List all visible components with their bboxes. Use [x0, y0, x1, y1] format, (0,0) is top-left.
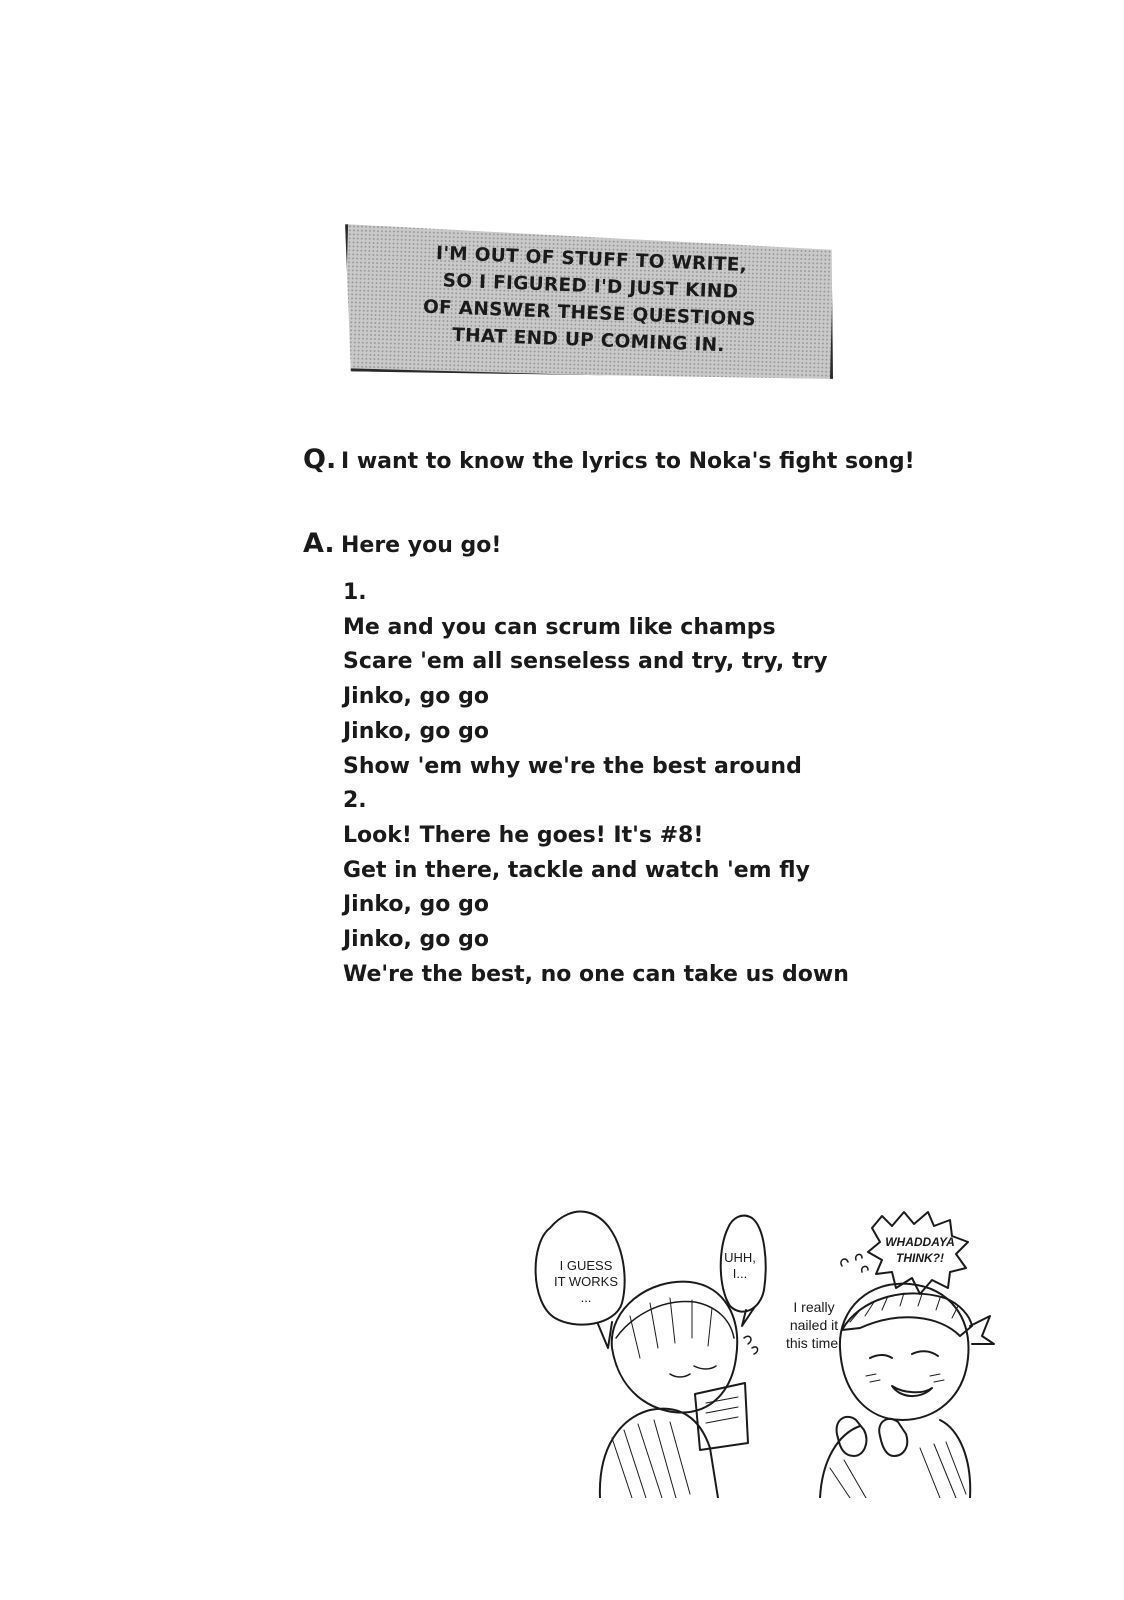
bubble-text-whaddaya: WHADDAYA THINK?! — [885, 1235, 955, 1265]
right-character-head — [840, 1284, 969, 1420]
question-text: I want to know the lyrics to Noka's fight song! — [341, 449, 915, 474]
right-character-bandana — [842, 1293, 972, 1336]
note-line: SO I FIGURED I'D JUST KIND — [442, 270, 739, 303]
intro-note-text — [388, 238, 792, 361]
right-character-hands — [837, 1417, 867, 1456]
answer — [303, 528, 501, 559]
left-character-head — [612, 1282, 737, 1413]
lyric-line: Jinko, go go — [343, 718, 489, 744]
bubble-text-uhh: UHH, I... — [724, 1250, 756, 1281]
lyric-line: Jinko, go go — [343, 892, 489, 918]
lyric-line: 2. — [343, 788, 367, 814]
note-line: THAT END UP COMING IN. — [451, 324, 726, 357]
lyric-line: Look! There he goes! It's #8! — [343, 822, 704, 848]
lyric-line: Get in there, tackle and watch 'em fly — [343, 857, 810, 883]
question-marker: Q. — [303, 444, 337, 475]
note-line: OF ANSWER THESE QUESTIONS — [422, 296, 757, 331]
lyric-line: Jinko, go go — [343, 684, 489, 710]
fight-song-lyrics — [343, 576, 849, 992]
lyric-line: Show 'em why we're the best around — [343, 753, 802, 779]
answer-marker: A. — [303, 528, 335, 559]
answer-text: Here you go! — [341, 533, 502, 558]
lyric-line: Jinko, go go — [343, 927, 489, 953]
lyric-line: 1. — [343, 580, 367, 605]
aside-text-nailed: I really nailed it this time! — [786, 1299, 843, 1351]
lyric-line: Me and you can scrum like champs — [343, 614, 776, 640]
note-line: I'M OUT OF STUFF TO WRITE, — [435, 243, 748, 276]
question — [303, 444, 915, 475]
lyric-line: We're the best, no one can take us down — [343, 961, 849, 987]
bubble-text-guess: I GUESS IT WORKS ... — [553, 1258, 619, 1305]
lyric-line: Scare 'em all senseless and try, try, try — [343, 649, 828, 675]
